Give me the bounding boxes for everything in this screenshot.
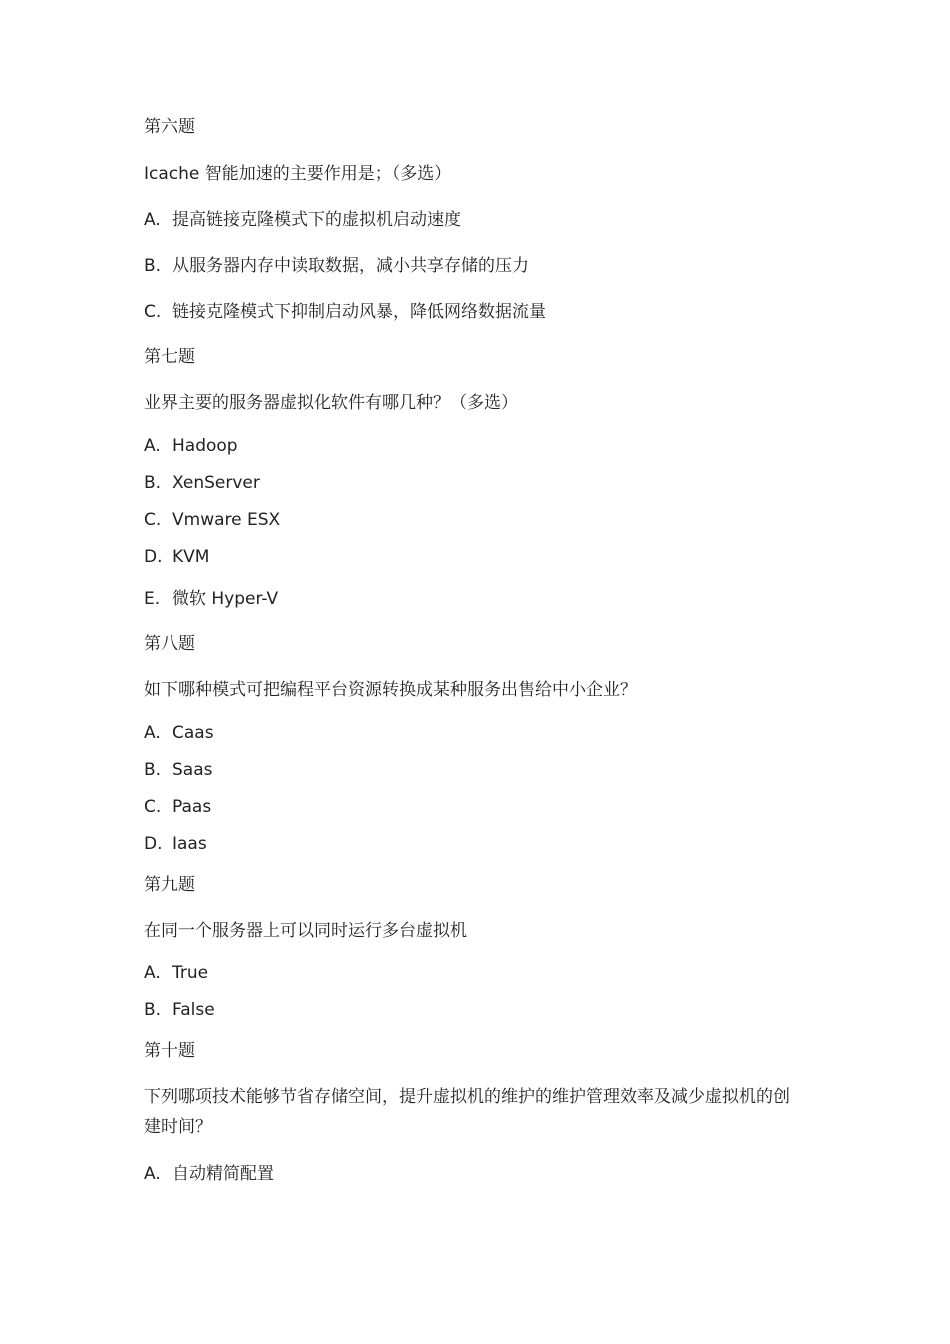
option-item	[144, 208, 461, 232]
option-text: 微软 Hyper-V	[172, 589, 279, 609]
question-text: 业界主要的服务器虚拟化软件有哪几种？（多选）	[144, 393, 518, 413]
option-text: Hadoop	[172, 436, 238, 456]
option-text: Iaas	[172, 834, 207, 854]
question-text: Icache 智能加速的主要作用是；（多选）	[144, 164, 452, 184]
option-letter: D.	[144, 834, 163, 854]
option-text: XenServer	[172, 473, 260, 493]
option-item	[144, 587, 278, 611]
option-item	[144, 471, 260, 495]
option-text: Saas	[172, 760, 213, 780]
option-item	[144, 254, 529, 278]
option-letter: A.	[144, 1164, 161, 1184]
option-letter: E.	[144, 589, 161, 609]
option-item	[144, 998, 215, 1022]
option-item	[144, 758, 212, 782]
option-text: Caas	[172, 723, 214, 743]
option-text: 链接克隆模式下抑制启动风暴，降低网络数据流量	[172, 302, 546, 322]
question-heading: 第六题	[144, 117, 195, 137]
option-text: Paas	[172, 797, 212, 817]
option-item	[144, 721, 214, 745]
question-text: 如下哪种模式可把编程平台资源转换成某种服务出售给中小企业？	[144, 680, 637, 700]
option-text: KVM	[172, 547, 210, 567]
option-letter: A.	[144, 963, 161, 983]
option-item	[144, 508, 280, 532]
question-heading: 第十题	[144, 1041, 195, 1061]
option-item	[144, 434, 238, 458]
option-letter: C.	[144, 510, 162, 530]
option-letter: C.	[144, 302, 162, 322]
option-text: Vmware ESX	[172, 510, 281, 530]
question-text: 在同一个服务器上可以同时运行多台虚拟机	[144, 921, 467, 941]
option-letter: A.	[144, 723, 161, 743]
option-text: 自动精简配置	[172, 1164, 274, 1184]
option-letter: A.	[144, 436, 161, 456]
option-letter: C.	[144, 797, 162, 817]
question-heading: 第八题	[144, 634, 195, 654]
option-item	[144, 300, 546, 324]
option-text: 提高链接克隆模式下的虚拟机启动速度	[172, 210, 461, 230]
option-item	[144, 795, 211, 819]
option-item	[144, 1162, 274, 1186]
option-text: 从服务器内存中读取数据，减小共享存储的压力	[172, 256, 529, 276]
option-letter: B.	[144, 1000, 162, 1020]
option-text: True	[172, 963, 209, 983]
question-heading: 第九题	[144, 875, 195, 895]
option-letter: B.	[144, 760, 162, 780]
question-heading: 第七题	[144, 347, 195, 367]
option-letter: B.	[144, 256, 162, 276]
option-letter: B.	[144, 473, 162, 493]
option-letter: A.	[144, 210, 161, 230]
option-item	[144, 832, 207, 856]
option-item	[144, 545, 209, 569]
option-item	[144, 961, 208, 985]
option-text: False	[172, 1000, 215, 1020]
option-letter: D.	[144, 547, 163, 567]
question-text: 下列哪项技术能够节省存储空间，提升虚拟机的维护的维护管理效率及减少虚拟机的创建时间？	[144, 1087, 790, 1137]
